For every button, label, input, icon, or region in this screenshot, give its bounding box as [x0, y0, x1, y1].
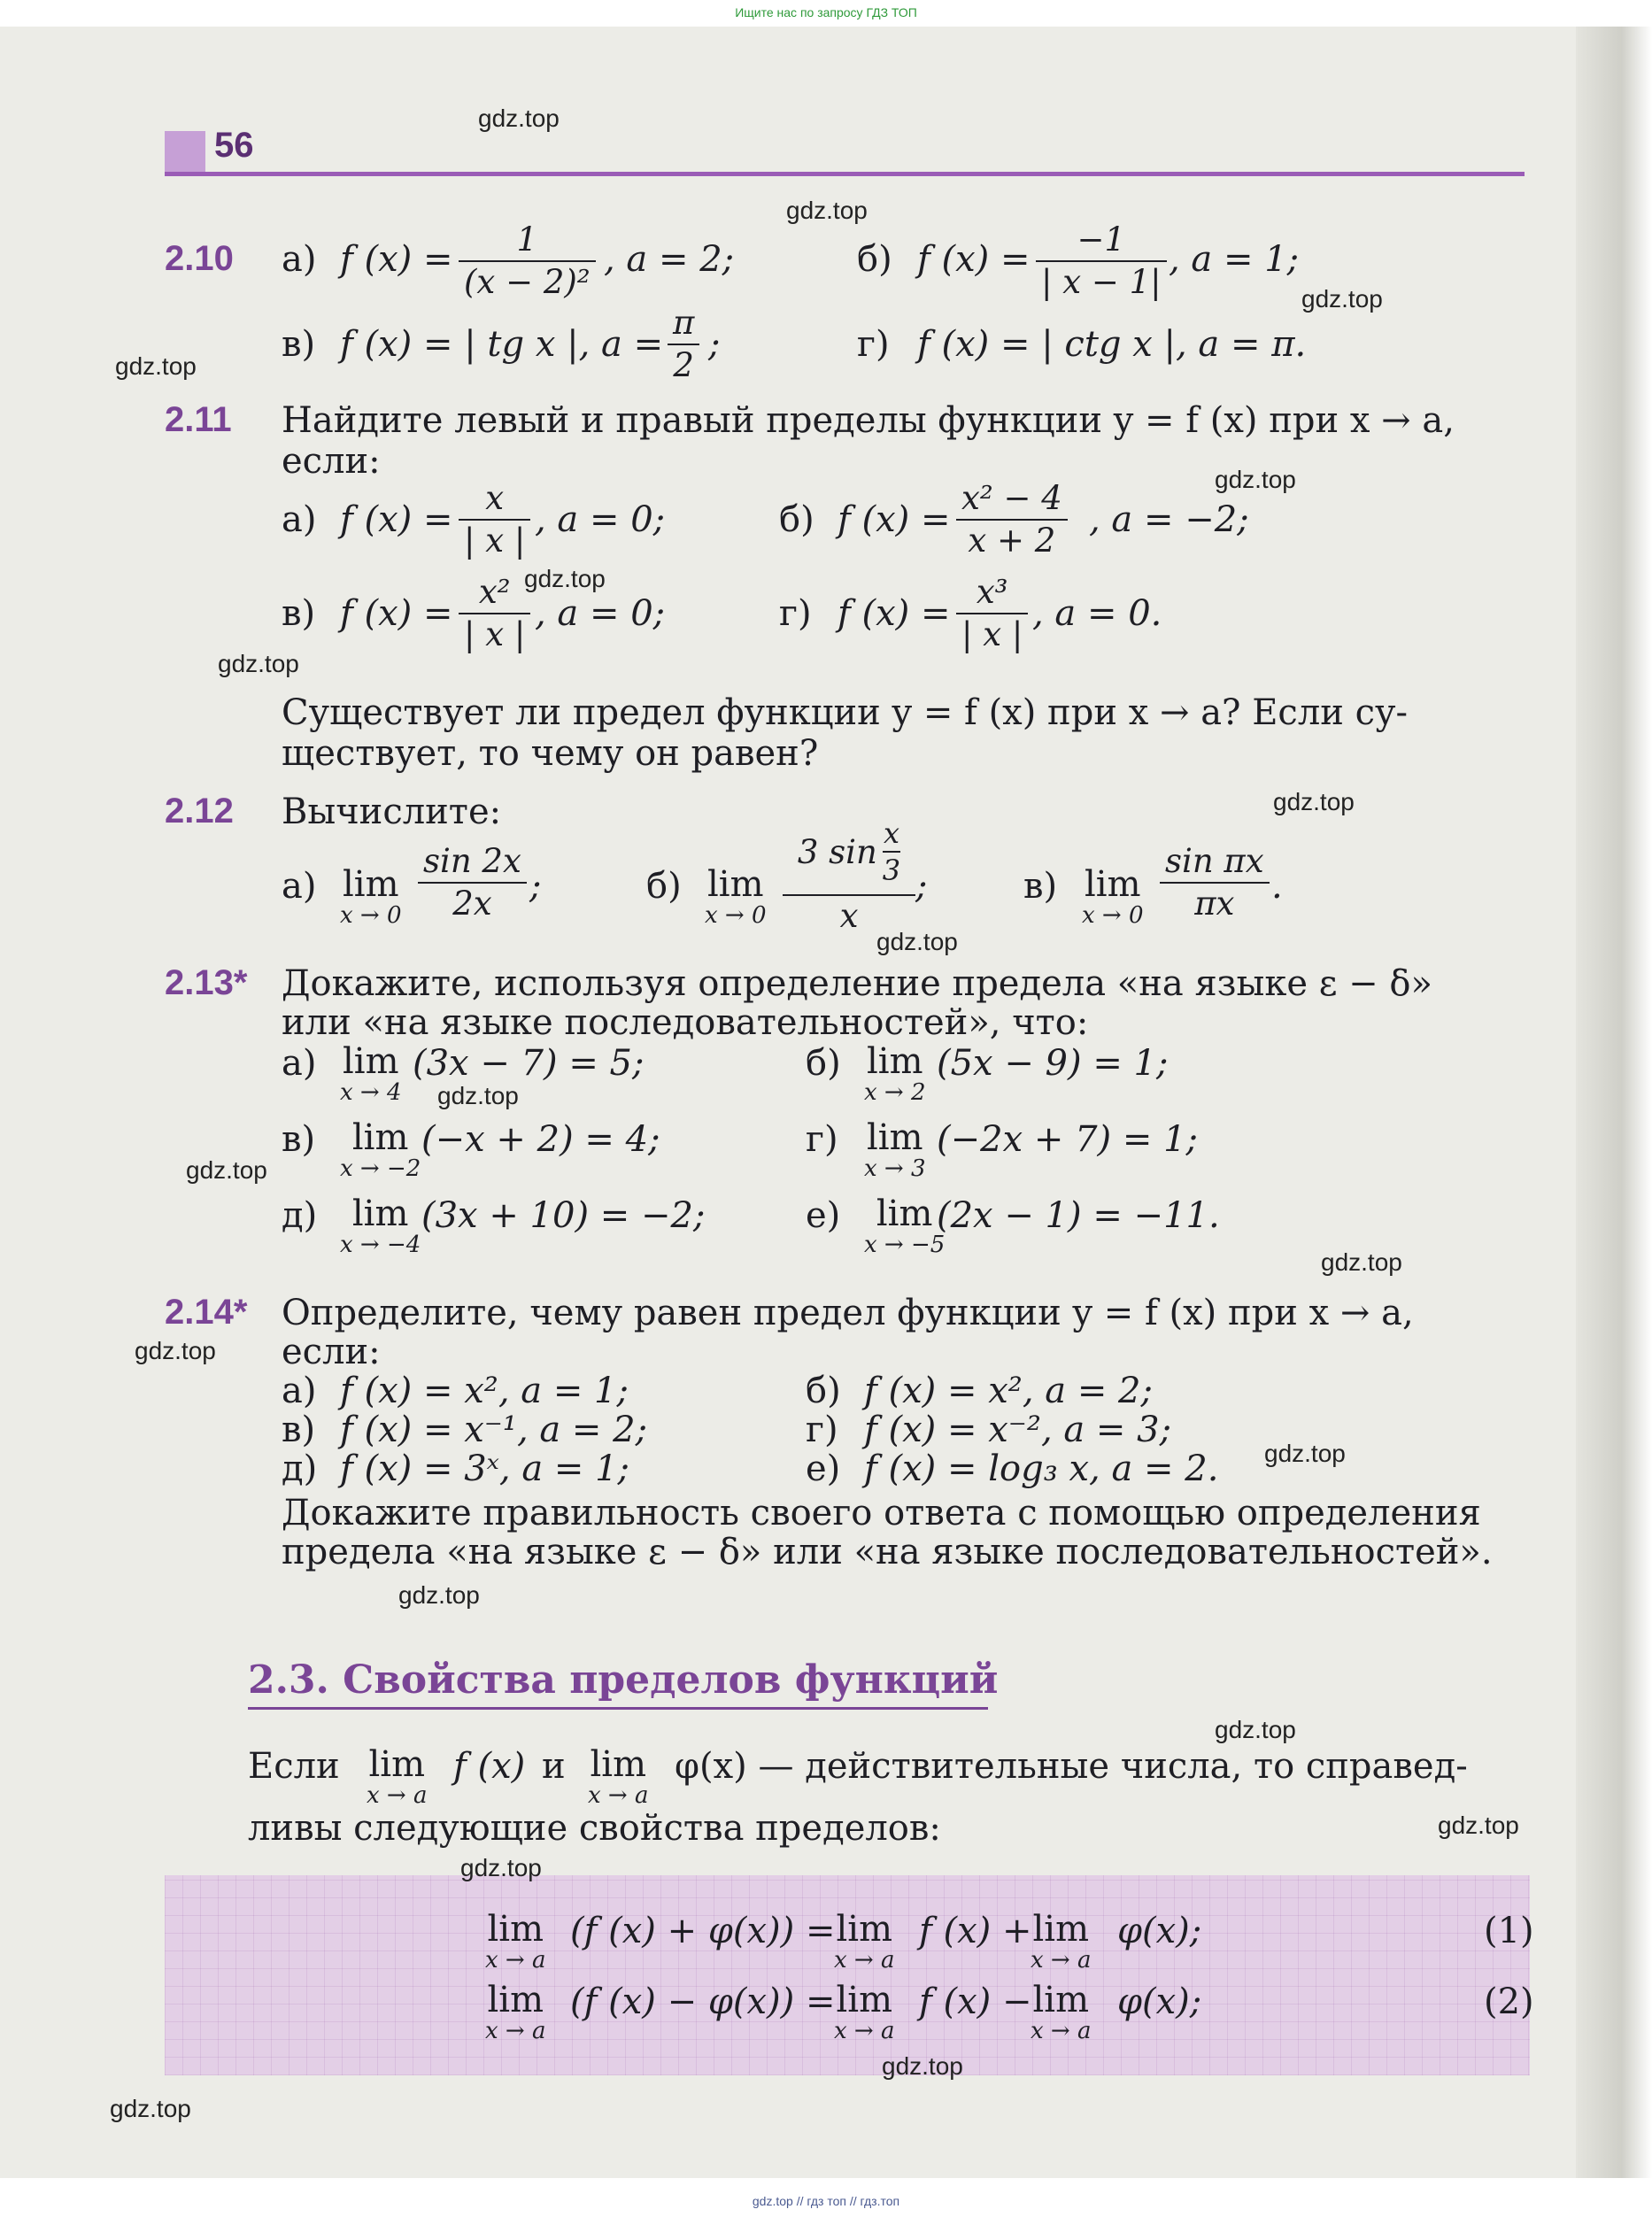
item-label: е) — [806, 1448, 841, 1489]
item-label: г) — [806, 1119, 838, 1160]
limit-word: lim — [343, 864, 399, 905]
limit-subscript: x → a — [485, 1947, 546, 1974]
fraction-denominator: | x − 1| — [1036, 260, 1167, 303]
watermark: gdz.top — [478, 104, 560, 132]
watermark: gdz.top — [1264, 1440, 1346, 1467]
bottom-banner[interactable]: gdz.top // гдз топ // гдз.топ — [752, 2194, 900, 2208]
watermark: gdz.top — [1215, 1716, 1296, 1743]
limit-subscript: x → a — [834, 2018, 895, 2044]
item-label: б) — [646, 866, 682, 907]
watermark: gdz.top — [110, 2095, 191, 2122]
watermark: gdz.top — [460, 1854, 542, 1881]
watermark: gdz.top — [1438, 1811, 1519, 1839]
fraction-denominator: (x − 2)² — [459, 260, 596, 303]
fraction — [956, 478, 1068, 561]
formula-text: ; — [708, 324, 721, 365]
limit-subscript: x → 0 — [340, 902, 402, 929]
formula-text: f (x) = log₃ x, a = 2. — [864, 1448, 1219, 1489]
exercise-text: Найдите левый и правый пределы функции y = f (x) при x → a, — [282, 400, 1455, 441]
formula-text: f (x) = x⁻², a = 3; — [864, 1410, 1172, 1450]
fraction-denominator: | x | — [459, 519, 530, 561]
watermark: gdz.top — [398, 1581, 480, 1609]
watermark: gdz.top — [876, 928, 958, 955]
watermark: gdz.top — [786, 197, 868, 224]
item-label: а) — [282, 499, 317, 540]
fraction — [1160, 841, 1270, 924]
limit-word: lim — [876, 1193, 933, 1234]
fraction-numerator: x³ — [976, 573, 1008, 611]
formula-text: , a = 0; — [535, 593, 666, 634]
formula-text: f (x) = — [340, 239, 453, 280]
watermark: gdz.top — [135, 1337, 216, 1364]
formula-text: f (x) = | ctg x |, a = π. — [917, 324, 1307, 365]
fraction — [418, 841, 527, 924]
limit-word: lim — [867, 1041, 923, 1082]
limit-operator — [367, 1746, 427, 1808]
exercise-number-2-14: 2.14* — [165, 1293, 248, 1332]
item-label: в) — [282, 1119, 316, 1160]
exercise-number-2-13: 2.13* — [165, 963, 248, 1002]
watermark: gdz.top — [186, 1156, 267, 1184]
formula-number: (2) — [1484, 1981, 1534, 2022]
inner-numerator: x — [883, 816, 899, 850]
watermark: gdz.top — [1301, 285, 1383, 313]
limit-operator — [1031, 1981, 1091, 2043]
exercise-number-2-12: 2.12 — [165, 792, 234, 830]
page-number: 56 — [214, 126, 254, 165]
item-label: в) — [282, 1410, 316, 1450]
top-banner[interactable]: Ищите нас по запросу ГДЗ ТОП — [735, 5, 917, 19]
formula-text: , a = 0; — [535, 499, 666, 540]
limit-operator — [588, 1746, 648, 1808]
limit-subscript: x → a — [1031, 2018, 1092, 2044]
exercise-number-2-10: 2.10 — [165, 239, 234, 278]
fraction-numerator: π — [673, 304, 695, 342]
page-edge-shadow — [1576, 27, 1652, 2178]
limit-operator — [340, 866, 402, 928]
formula-text: f (x) = x⁻¹, a = 2; — [340, 1410, 648, 1450]
limit-operator — [1031, 1911, 1091, 1973]
inner-fraction — [883, 815, 900, 888]
formula-box — [165, 1875, 1530, 2075]
limit-operator — [485, 1981, 545, 2043]
limit-subscript: x → 3 — [864, 1155, 926, 1182]
exercise-text: Докажите, используя определение предела «на языке ε − δ» — [282, 963, 1432, 1004]
limit-word: lim — [343, 1041, 399, 1082]
formula-text: f (x) = — [340, 499, 453, 540]
formula-text: (5x − 9) = 1; — [937, 1043, 1169, 1084]
section-underline — [248, 1707, 988, 1710]
formula-text: f (x) = x², a = 2; — [864, 1371, 1153, 1411]
item-label: д) — [282, 1448, 318, 1489]
item-label: а) — [282, 866, 317, 907]
limit-subscript: x → a — [834, 1947, 895, 1974]
formula-number: (1) — [1484, 1911, 1534, 1951]
formula-text: ; — [529, 866, 542, 907]
formula-text: f (x) + — [919, 1911, 1032, 1951]
fraction — [1036, 220, 1167, 303]
fraction-numerator: sin πx — [1165, 842, 1264, 880]
limit-word: lim — [836, 1980, 892, 2020]
fraction-denominator: 2 — [668, 344, 699, 386]
formula-text: f (x) — [453, 1746, 526, 1787]
limit-subscript: x → −5 — [864, 1232, 946, 1258]
limit-word: lim — [351, 1117, 409, 1158]
limit-word: lim — [1032, 1980, 1089, 2020]
formula-text: f (x) = — [838, 593, 951, 634]
limit-operator — [864, 1195, 945, 1257]
watermark: gdz.top — [1215, 466, 1296, 493]
formula-text: f (x) = | tg x |, a = — [340, 324, 664, 365]
fraction — [459, 478, 530, 561]
watermark: gdz.top — [524, 565, 606, 592]
formula-text: f (x) = — [340, 593, 453, 634]
item-label: г) — [857, 324, 890, 365]
exercise-text: ществует, то чему он равен? — [282, 733, 819, 774]
fraction-denominator: 2x — [418, 882, 527, 924]
limit-subscript: x → 2 — [864, 1079, 926, 1106]
formula-text: , a = 0. — [1032, 593, 1162, 634]
limit-operator — [340, 1195, 421, 1257]
watermark: gdz.top — [1273, 788, 1355, 815]
item-label: в) — [1023, 866, 1058, 907]
fraction-numerator: x — [485, 479, 505, 517]
exercise-text: Существует ли предел функции y = f (x) при x → a? Если су- — [282, 692, 1409, 733]
limit-word: lim — [867, 1117, 923, 1158]
fraction-numerator: x² − 4 — [961, 479, 1062, 517]
item-label: д) — [282, 1195, 318, 1236]
watermark: gdz.top — [1321, 1248, 1402, 1276]
item-label: в) — [282, 324, 316, 365]
fraction — [956, 572, 1028, 655]
item-label: б) — [857, 239, 892, 280]
fraction-denominator: | x | — [459, 613, 530, 655]
formula-text: (f (x) − φ(x)) = — [570, 1981, 836, 2022]
limit-operator — [340, 1119, 421, 1181]
limit-word: lim — [836, 1909, 892, 1950]
watermark: gdz.top — [882, 2052, 963, 2080]
fraction-numerator: 3 sin — [797, 832, 877, 871]
limit-word: lim — [707, 864, 764, 905]
limit-word: lim — [351, 1193, 409, 1234]
exercise-text: если: — [282, 1332, 381, 1372]
item-label: б) — [806, 1371, 841, 1411]
limit-subscript: x → a — [588, 1782, 649, 1809]
item-label: в) — [282, 593, 316, 634]
limit-operator — [834, 1981, 894, 2043]
formula-text: (3x − 7) = 5; — [413, 1043, 645, 1084]
limit-word: lim — [1085, 864, 1141, 905]
item-label: а) — [282, 1043, 317, 1084]
exercise-text: Докажите правильность своего ответа с помощью определения — [282, 1493, 1481, 1533]
limit-operator — [340, 1043, 402, 1105]
fraction — [668, 303, 699, 386]
paragraph-text: ливы следующие свойства пределов: — [248, 1808, 941, 1849]
header-accent-block — [165, 131, 205, 172]
limit-word: lim — [1032, 1909, 1089, 1950]
formula-text: , a = 1; — [1169, 239, 1300, 280]
exercise-text: если: — [282, 441, 381, 482]
item-label: а) — [282, 239, 317, 280]
watermark: gdz.top — [115, 352, 197, 380]
limit-subscript: x → 0 — [705, 902, 767, 929]
item-label: б) — [779, 499, 814, 540]
limit-operator — [864, 1043, 926, 1105]
fraction-denominator: | x | — [956, 613, 1028, 655]
limit-subscript: x → a — [1031, 1947, 1092, 1974]
limit-word: lim — [590, 1744, 646, 1785]
fraction — [459, 220, 596, 303]
fraction-denominator: πx — [1160, 882, 1270, 924]
section-title: 2.3. Свойства пределов функций — [248, 1657, 999, 1703]
formula-text: f (x) = — [917, 239, 1031, 280]
watermark: gdz.top — [437, 1082, 519, 1109]
limit-word: lim — [487, 1909, 544, 1950]
limit-word: lim — [487, 1980, 544, 2020]
formula-text: f (x) = — [838, 499, 951, 540]
paragraph-text: и — [542, 1746, 566, 1787]
formula-text: φ(x); — [1117, 1981, 1202, 2022]
item-label: е) — [806, 1195, 841, 1236]
header-rule — [165, 172, 1525, 176]
formula-text: f (x) = x², a = 1; — [340, 1371, 629, 1411]
fraction-numerator: −1 — [1077, 220, 1126, 259]
item-label: г) — [806, 1410, 838, 1450]
formula-text: φ(x); — [1117, 1911, 1202, 1951]
exercise-text: или «на языке последовательностей», что: — [282, 1002, 1089, 1043]
formula-text: , a = −2; — [1089, 499, 1249, 540]
limit-operator — [485, 1911, 545, 1973]
formula-text: (2x − 1) = −11. — [937, 1195, 1220, 1236]
formula-text: ; — [915, 866, 928, 907]
formula-text: f (x) − — [919, 1981, 1032, 2022]
formula-text: (−2x + 7) = 1; — [937, 1119, 1198, 1160]
item-label: г) — [779, 593, 812, 634]
fraction — [459, 572, 530, 655]
limit-operator — [1082, 866, 1144, 928]
formula-text: (−x + 2) = 4; — [421, 1119, 660, 1160]
fraction-numerator: 1 — [516, 220, 538, 259]
exercise-number-2-11: 2.11 — [165, 400, 232, 439]
limit-subscript: x → a — [367, 1782, 428, 1809]
fraction-denominator: x + 2 — [956, 519, 1068, 561]
book-page — [0, 27, 1611, 2178]
limit-subscript: x → −4 — [340, 1232, 421, 1258]
formula-text: , a = 2; — [604, 239, 735, 280]
formula-text: (3x + 10) = −2; — [421, 1195, 706, 1236]
watermark: gdz.top — [218, 650, 299, 677]
exercise-text: Вычислите: — [282, 792, 502, 832]
item-label: б) — [806, 1043, 841, 1084]
limit-operator — [705, 866, 767, 928]
paragraph-text: φ(x) — действительные числа, то справед- — [675, 1746, 1468, 1787]
nested-fraction — [783, 809, 915, 937]
limit-operator — [834, 1911, 894, 1973]
limit-subscript: x → a — [485, 2018, 546, 2044]
exercise-text: Определите, чему равен предел функции y = f (x) при x → a, — [282, 1293, 1414, 1333]
limit-word: lim — [368, 1744, 425, 1785]
limit-operator — [864, 1119, 926, 1181]
inner-denominator: 3 — [883, 851, 900, 888]
item-label: а) — [282, 1371, 317, 1411]
fraction-numerator: x² — [478, 573, 511, 611]
limit-subscript: x → 0 — [1082, 902, 1144, 929]
fraction-numerator: sin 2x — [423, 842, 521, 880]
limit-subscript: x → 4 — [340, 1079, 402, 1106]
formula-text: . — [1271, 866, 1283, 907]
fraction-denominator: x — [783, 894, 915, 937]
formula-text: f (x) = 3ˣ, a = 1; — [340, 1448, 630, 1489]
paragraph-text: Если — [248, 1746, 340, 1787]
exercise-text: предела «на языке ε − δ» или «на языке последовательностей». — [282, 1532, 1493, 1572]
limit-subscript: x → −2 — [340, 1155, 421, 1182]
formula-text: (f (x) + φ(x)) = — [570, 1911, 836, 1951]
